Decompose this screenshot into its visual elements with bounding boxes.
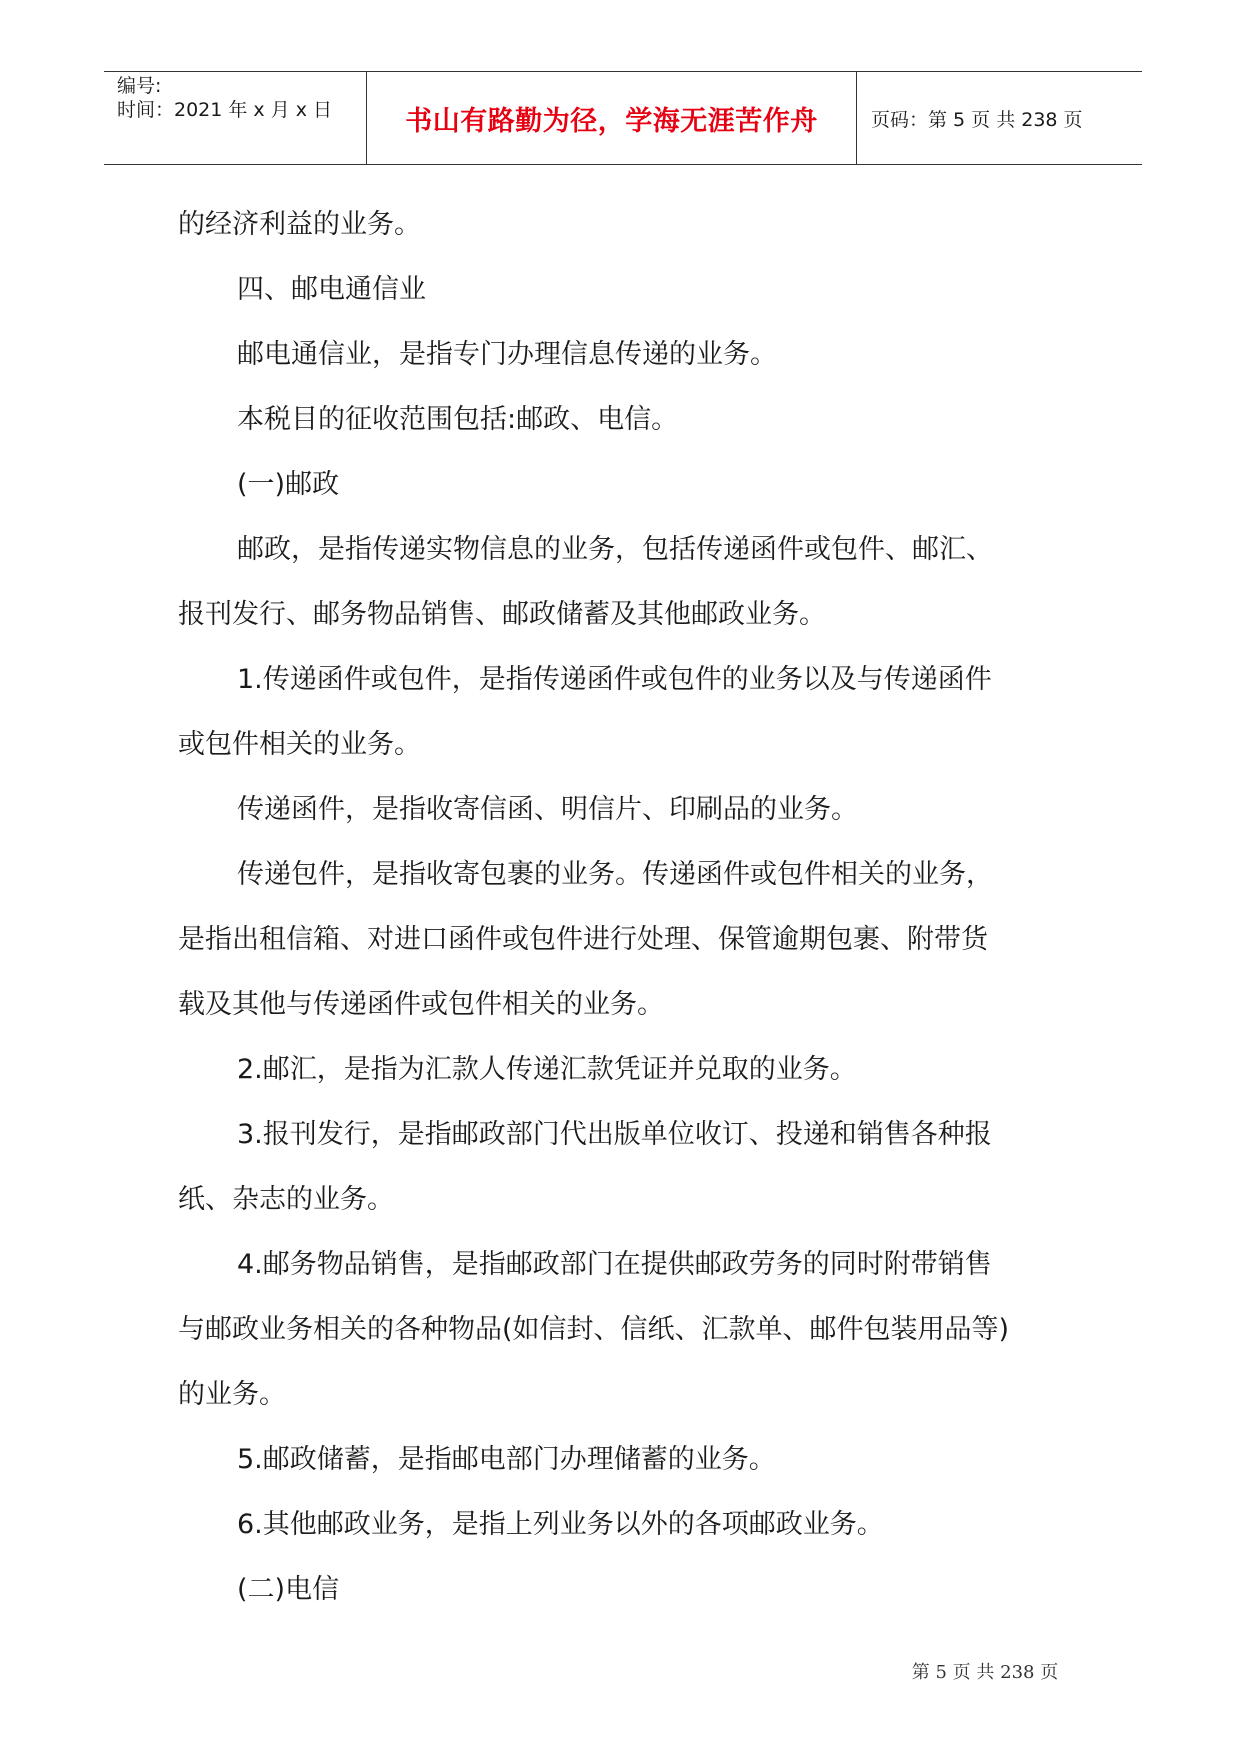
paragraph-line: 邮电通信业，是指专门办理信息传递的业务。 [237,339,777,370]
section-heading: 四、邮电通信业 [237,274,426,305]
paragraph-line: 本税目的征收范围包括:邮政、电信。 [237,404,679,435]
paragraph-line: 传递函件，是指收寄信函、明信片、印刷品的业务。 [237,794,858,825]
paragraph-line: 与邮政业务相关的各种物品(如信封、信纸、汇款单、邮件包装用品等) [178,1314,1010,1345]
header-page-cell [857,72,1142,164]
paragraph-line: 5.邮政储蓄，是指邮电部门办理储蓄的业务。 [237,1444,776,1475]
paragraph-line: 报刊发行、邮务物品销售、邮政储蓄及其他邮政业务。 [178,599,826,630]
date-label: 时间：2021 年 x 月 x 日 [117,99,333,121]
serial-label: 编号: [117,75,162,97]
paragraph-line: 2.邮汇，是指为汇款人传递汇款凭证并兑取的业务。 [237,1054,857,1085]
paragraph-line: 1.传递函件或包件，是指传递函件或包件的业务以及与传递函件 [237,664,992,695]
page-code: 页码：第 5 页 共 238 页 [871,108,1083,131]
page-header [104,71,1142,165]
header-motto-cell [367,72,857,164]
paragraph-line: 3.报刊发行，是指邮政部门代出版单位收订、投递和销售各种报 [237,1119,992,1150]
paragraph-line: 是指出租信箱、对进口函件或包件进行处理、保管逾期包裹、附带货 [178,924,988,955]
page-footer: 第 5 页 共 238 页 [911,1662,1059,1683]
paragraph-line: 或包件相关的业务。 [178,729,421,760]
paragraph-line: 邮政，是指传递实物信息的业务，包括传递函件或包件、邮汇、 [237,534,993,565]
header-meta-cell [104,72,367,164]
paragraph-line: 4.邮务物品销售，是指邮政部门在提供邮政劳务的同时附带销售 [237,1249,992,1280]
motto-text: 书山有路勤为径，学海无涯苦作舟 [405,105,818,137]
subsection-heading: (一)邮政 [237,469,340,500]
paragraph-line: 传递包件，是指收寄包裹的业务。传递函件或包件相关的业务， [237,859,993,890]
subsection-heading: (二)电信 [237,1574,340,1605]
document-body [178,192,1058,1622]
paragraph-line: 6.其他邮政业务，是指上列业务以外的各项邮政业务。 [237,1509,884,1540]
paragraph-line: 载及其他与传递函件或包件相关的业务。 [178,989,664,1020]
paragraph-line: 的经济利益的业务。 [178,209,421,240]
paragraph-line: 纸、杂志的业务。 [178,1184,394,1215]
paragraph-line: 的业务。 [178,1379,286,1410]
